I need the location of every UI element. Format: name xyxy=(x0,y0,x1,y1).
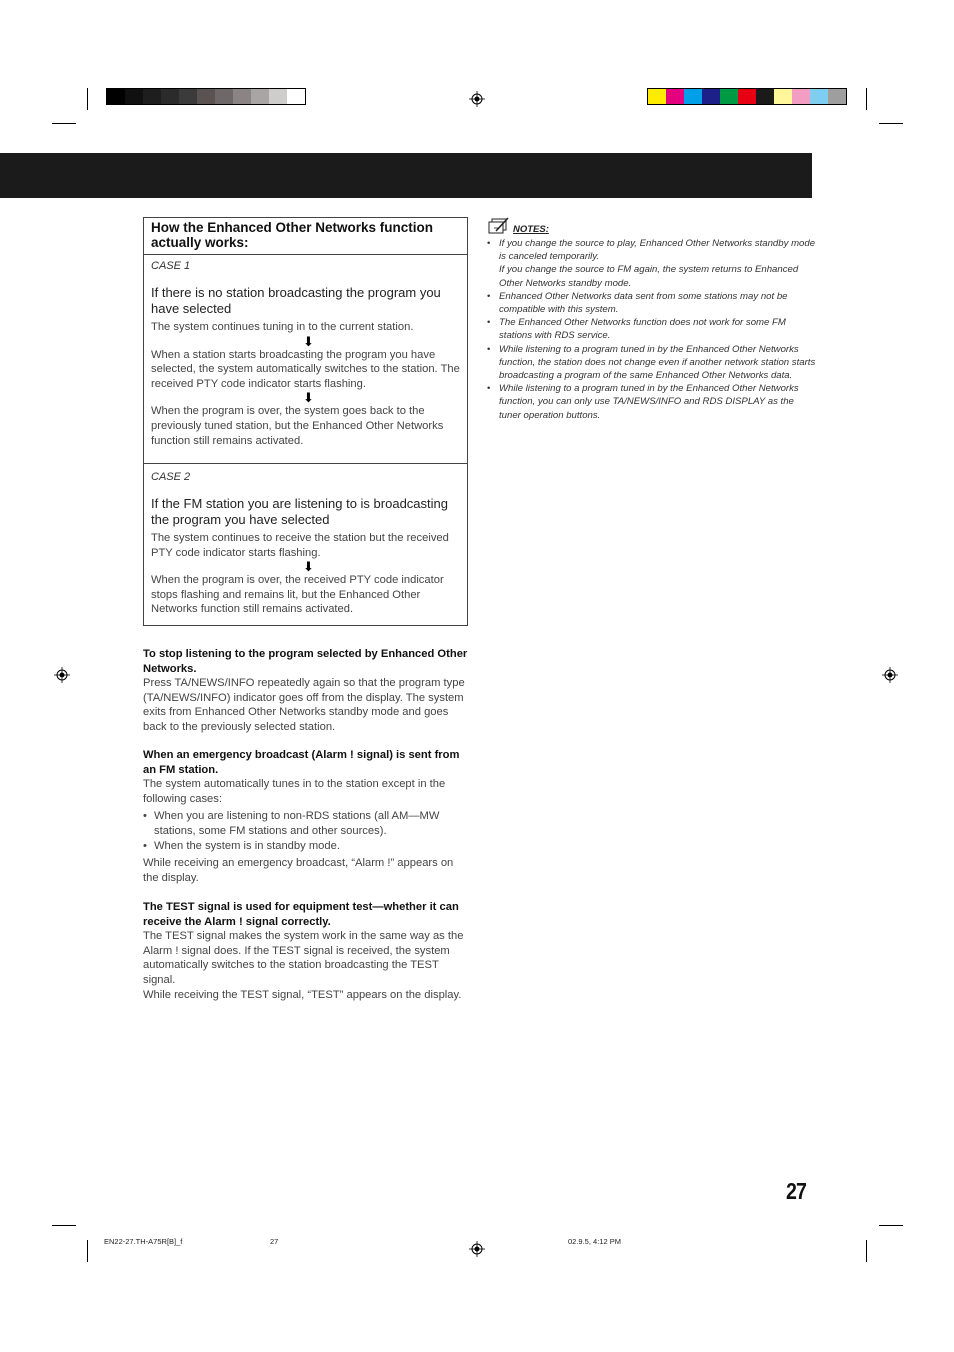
color-swatch xyxy=(666,89,684,104)
color-swatch xyxy=(648,89,666,104)
section-heading: When an emergency broadcast (Alarm ! signal) is sent from an FM station. xyxy=(143,749,460,776)
note-item: • While listening to a program tuned in by the Enhanced Other Networks function, the station does not change even if another network station starts broadcasting a program of the same Enhanced Other Networks data. xyxy=(487,343,817,383)
color-swatch xyxy=(828,89,846,104)
header-bar xyxy=(0,153,812,198)
grayscale-color-bar xyxy=(106,88,306,105)
footer-file: EN22-27.TH-A75R[B]_f xyxy=(104,1237,183,1246)
case-step: The system continues tuning in to the current station. xyxy=(151,321,414,333)
emergency-section xyxy=(143,748,468,885)
color-swatch xyxy=(161,89,179,104)
section-body: The system automatically tunes in to the station except in the following cases: xyxy=(143,778,446,805)
page-number: 27 xyxy=(786,1178,807,1204)
process-color-bar xyxy=(647,88,847,105)
case-step: When a station starts broadcasting the program you have selected, the system automatically switches to the station. The received PTY code indicator starts flashing. xyxy=(151,348,460,390)
note-item: • If you change the source to play, Enhanced Other Networks standby mode is canceled temporarily. If you change the source to FM again, the system returns to Enhanced Other Networks standby mode. xyxy=(487,237,817,290)
crop-mark xyxy=(87,1240,88,1262)
color-swatch xyxy=(197,89,215,104)
color-swatch xyxy=(251,89,269,104)
color-swatch xyxy=(215,89,233,104)
registration-target-icon xyxy=(469,91,485,107)
section-heading: The TEST signal is used for equipment test—whether it can receive the Alarm ! signal correctly. xyxy=(143,901,459,928)
notes-section xyxy=(487,217,817,422)
case-1-panel xyxy=(143,254,468,464)
case-label: CASE 1 xyxy=(151,260,191,272)
arrow-down-icon: ⬇ xyxy=(303,390,314,406)
case-heading: If the FM station you are listening to is broadcasting the program you have selected xyxy=(151,496,448,527)
crop-mark xyxy=(866,1240,867,1262)
crop-mark xyxy=(866,88,867,110)
crop-mark xyxy=(52,123,76,124)
color-swatch xyxy=(143,89,161,104)
case-step: When the program is over, the received PTY code indicator stops flashing and remains lit, but the Enhanced Other Networks function still remains activated. xyxy=(151,574,444,616)
section-body: The TEST signal makes the system work in the same way as the Alarm ! signal does. If the TEST signal is received, the system automatically switches to the station broadcasting the TEST signal. xyxy=(143,930,464,986)
section-body: While receiving an emergency broadcast, “Alarm !” appears on the display. xyxy=(143,857,454,884)
color-swatch xyxy=(792,89,810,104)
notes-pencil-icon xyxy=(487,217,511,235)
color-swatch xyxy=(720,89,738,104)
test-section xyxy=(143,900,468,1002)
color-swatch xyxy=(287,89,305,104)
case-step: The system continues to receive the station but the received PTY code indicator starts flashing. xyxy=(151,532,449,559)
note-item: • While listening to a program tuned in by the Enhanced Other Networks function, you can only use TA/NEWS/INFO and RDS DISPLAY as the tuner operation buttons. xyxy=(487,382,817,422)
case-step: When the program is over, the system goes back to the previously tuned station, but the Enhanced Other Networks function still remains activated. xyxy=(151,405,444,447)
color-swatch xyxy=(269,89,287,104)
arrow-down-icon: ⬇ xyxy=(303,559,314,575)
color-swatch xyxy=(233,89,251,104)
color-swatch xyxy=(107,89,125,104)
section-heading: To stop listening to the program selected by Enhanced Other Networks. xyxy=(143,648,468,675)
case-label: CASE 2 xyxy=(151,471,191,483)
arrow-down-icon: ⬇ xyxy=(303,333,314,349)
section-body: While receiving the TEST signal, “TEST” appears on the display. xyxy=(143,988,462,1001)
registration-target-icon xyxy=(54,667,70,683)
color-swatch xyxy=(684,89,702,104)
case-2-panel xyxy=(143,463,468,626)
notes-title: NOTES: xyxy=(513,224,549,235)
note-item: • Enhanced Other Networks data sent from some stations may not be compatible with this system. xyxy=(487,290,817,316)
registration-target-icon xyxy=(469,1241,485,1257)
color-swatch xyxy=(179,89,197,104)
case-heading: If there is no station broadcasting the program you have selected xyxy=(151,285,441,316)
color-swatch xyxy=(756,89,774,104)
bullet-item: • When you are listening to non-RDS stations (all AM—MW stations, some FM stations and other sources). xyxy=(143,809,468,838)
section-body: Press TA/NEWS/INFO repeatedly again so that the program type (TA/NEWS/INFO) indicator goes off from the display. The system exits from Enhanced Other Networks standby mode and goes back to the previously selected station. xyxy=(143,677,465,733)
crop-mark xyxy=(879,1225,903,1226)
footer-date: 02.9.5, 4:12 PM xyxy=(568,1237,621,1246)
color-swatch xyxy=(702,89,720,104)
crop-mark xyxy=(879,123,903,124)
note-item: • The Enhanced Other Networks function does not work for some FM stations with RDS service. xyxy=(487,316,817,342)
footer-page: 27 xyxy=(270,1237,279,1246)
registration-target-icon xyxy=(882,667,898,683)
color-swatch xyxy=(810,89,828,104)
box-title: How the Enhanced Other Networks function actually works: xyxy=(143,217,468,255)
color-swatch xyxy=(125,89,143,104)
crop-mark xyxy=(87,88,88,110)
stop-section xyxy=(143,647,468,735)
bullet-item: • When the system is in standby mode. xyxy=(143,839,468,854)
crop-mark xyxy=(52,1225,76,1226)
color-swatch xyxy=(774,89,792,104)
color-swatch xyxy=(738,89,756,104)
